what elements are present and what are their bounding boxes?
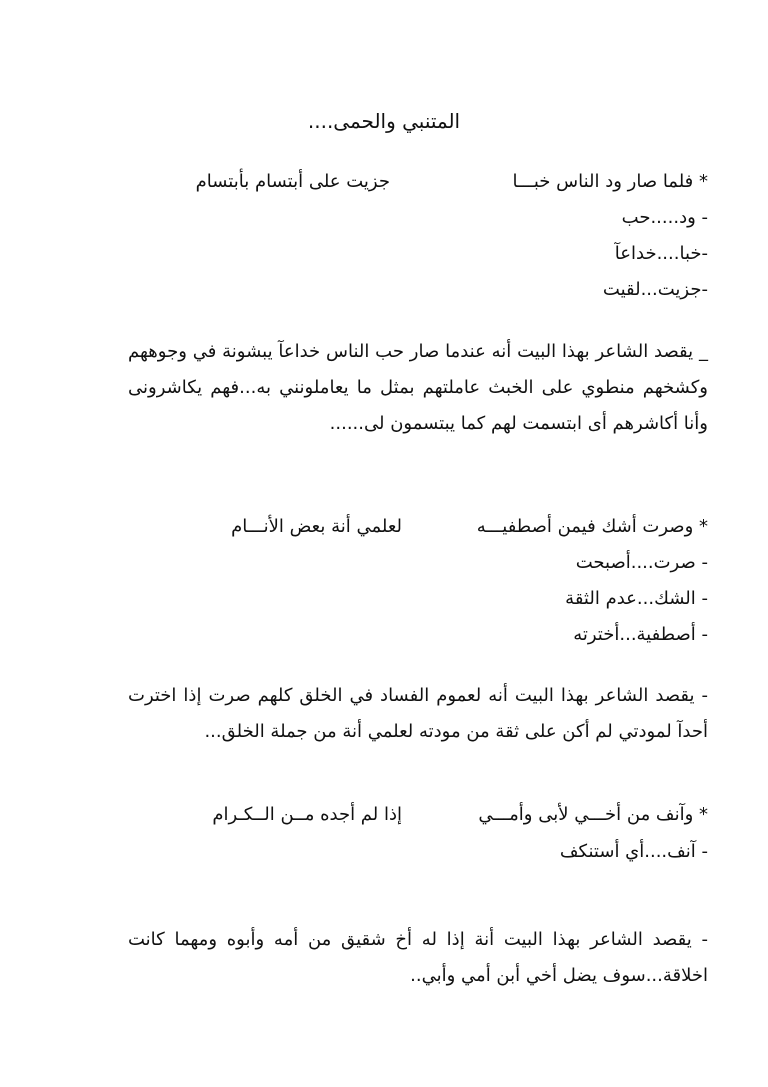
gloss-line: -خبا....خداعآ xyxy=(614,243,708,264)
explanation-paragraph: _ يقصد الشاعر بهذا البيت أنه عندما صار حب الناس خداعآ يبشونة في وجوههم وكشخهم منطوي على الخبث عاملتهم بمثل ما يعاملونني به...فهم يكاشرونى وأنا أكاشرهم أى ابتسمت لهم كما يبتسمون لى...... xyxy=(128,341,708,434)
gloss-line: - صرت....أصبحت xyxy=(575,552,708,573)
verse-2-first-hemistich: * وصرت أشك فيمن أصطفيـــه xyxy=(476,516,708,537)
explanation-paragraph: - يقصد الشاعر بهذا البيت أنة إذا له أخ شقيق من أمه وأبوه ومهما كانت اخلاقة...سوف يضل أخي أبن أمي وأبي.. xyxy=(128,929,708,986)
verse-1-first-hemistich: * فلما صار ود الناس خبـــا xyxy=(512,171,708,192)
gloss-line: - آنف....أي أستنكف xyxy=(559,841,708,862)
verse-1-second-hemistich: جزيت على أبتسام بأبتسام xyxy=(195,171,390,192)
gloss-line: - الشك...عدم الثقة xyxy=(565,588,708,609)
verse-3-first-hemistich: * وآنف من أخـــي لأبى وأمـــي xyxy=(478,804,708,825)
verse-2-second-hemistich: لعلمي أنة بعض الأنـــام xyxy=(231,516,402,537)
document-title: المتنبي والحمى.... xyxy=(307,109,461,133)
gloss-line: -جزيت...لقيت xyxy=(602,279,708,300)
gloss-line: - ود.....حب xyxy=(621,207,708,228)
verse-3-second-hemistich: إذا لم أجده مــن الــكـرام xyxy=(212,804,402,825)
explanation-paragraph: - يقصد الشاعر بهذا البيت أنه لعموم الفساد في الخلق كلهم صرت إذا اخترت أحدآ لمودتي لم أكن على ثقة من مودته لعلمي أنة من جملة الخلق... xyxy=(128,685,708,742)
gloss-line: - أصطفية...أخترته xyxy=(573,624,708,645)
